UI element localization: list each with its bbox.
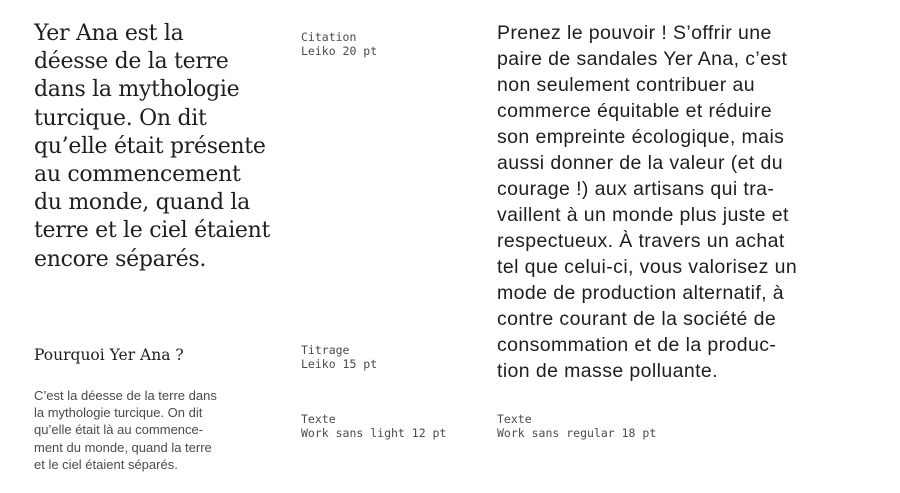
citation-spec bbox=[301, 30, 377, 58]
texte-light-spec-font: Work sans light 12 pt bbox=[301, 426, 447, 440]
texte-regular-spec-font: Work sans regular 18 pt bbox=[497, 426, 657, 440]
citation-spec-font: Leiko 20 pt bbox=[301, 44, 378, 58]
texte-light-spec bbox=[301, 412, 446, 440]
texte-light-sample: C’est la déesse de la terre dans la mythologie turcique. On dit qu’elle était là au commence- ment du monde, quand la terre et le ciel étaient séparés. bbox=[34, 388, 217, 472]
titrage-sample: Pourquoi Yer Ana ? bbox=[34, 346, 184, 364]
citation-sample: Yer Ana est la déesse de la terre dans la mythologie turcique. On dit qu’elle était présente au commencement du monde, quand la terre et le ciel étaient encore séparés. bbox=[34, 21, 271, 272]
citation-spec-name: Citation bbox=[301, 30, 357, 44]
texte-regular-sample: Prenez le pouvoir ! S’offrir une paire de sandales Yer Ana, c’est non seulement contribuer au commerce équitable et réduire son empreinte écologique, mais aussi donner de la valeur (et du courage !) aux artisans qui tra- vaillent à un monde plus juste et respectueux. À travers un achat tel que celui-ci, vous valorisez un mode de production alternatif, à contre courant de la société de consommation et de la produc- tion de masse polluante. bbox=[497, 22, 798, 382]
titrage-spec bbox=[301, 343, 377, 371]
texte-regular-spec-name: Texte bbox=[497, 412, 532, 426]
texte-light-spec-name: Texte bbox=[301, 412, 336, 426]
titrage-spec-name: Titrage bbox=[301, 343, 350, 357]
texte-regular-spec bbox=[497, 412, 656, 440]
titrage-spec-font: Leiko 15 pt bbox=[301, 357, 378, 371]
